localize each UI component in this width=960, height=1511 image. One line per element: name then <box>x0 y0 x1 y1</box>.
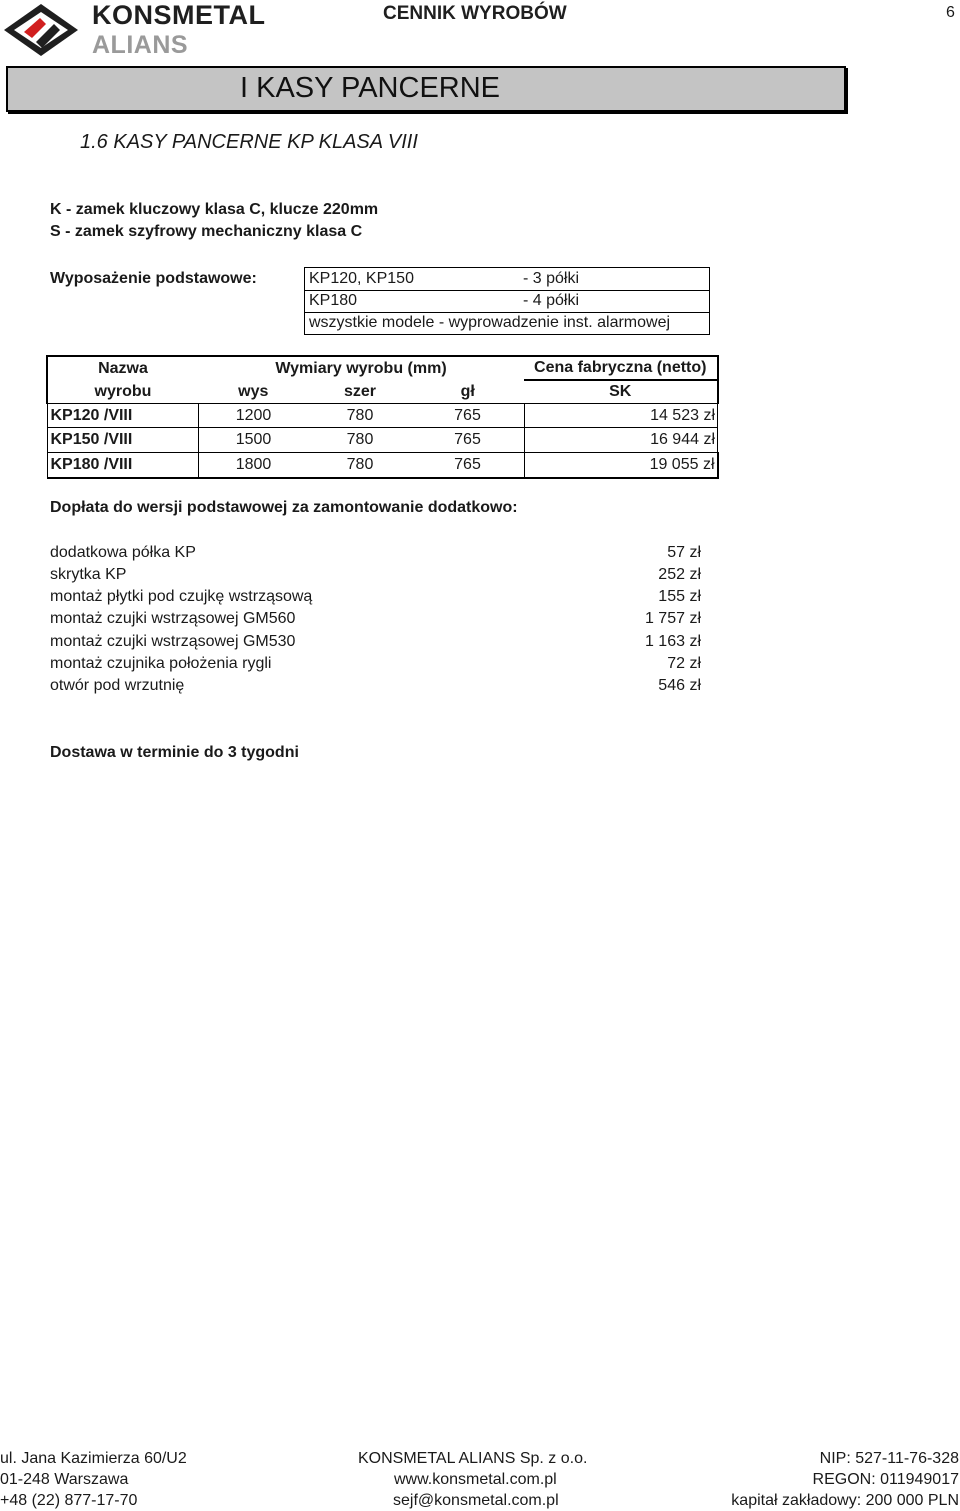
addon-label: montaż płytki pod czujkę wstrząsową <box>50 588 313 605</box>
addon-price: 252 zł <box>658 566 701 583</box>
addon-label: skrytka KP <box>50 566 127 583</box>
equipment-model: wszystkie modele - wyprowadzenie inst. alarmowej <box>309 314 671 331</box>
addon-price: 1 163 zł <box>644 633 701 650</box>
addon-label: montaż czujnika położenia rygli <box>50 655 272 672</box>
footer-nip: NIP: 527-11-76-328 <box>819 1450 959 1467</box>
header-cell: Wymiary wyrobu (mm) <box>275 359 447 377</box>
table-header-row <box>47 380 718 404</box>
dim-szer: 780 <box>346 431 374 448</box>
brand-subname: ALIANS <box>92 31 189 59</box>
addon-label: montaż czujki wstrząsowej GM560 <box>50 610 296 627</box>
addon-label: montaż czujki wstrząsowej GM530 <box>50 633 296 650</box>
header-cell: Nazwa <box>98 359 148 377</box>
header-cell: szer <box>309 380 412 404</box>
addon-price: 72 zł <box>667 655 701 672</box>
footer-company: KONSMETAL ALIANS Sp. z o.o. <box>358 1450 588 1467</box>
dim-wys: 1200 <box>235 406 272 424</box>
header-cell: wyrobu <box>47 380 198 404</box>
product-name: KP180 /VIII <box>47 453 198 478</box>
dim-gl: 765 <box>412 404 525 428</box>
table-row <box>47 428 718 453</box>
page-number: 6 <box>946 4 955 21</box>
footer-address: ul. Jana Kazimierza 60/U2 <box>0 1450 187 1467</box>
dim-gl: 765 <box>412 453 525 478</box>
equipment-label: Wyposażenie podstawowe: <box>50 270 257 287</box>
footer-city: 01-248 Warszawa <box>0 1471 129 1488</box>
footer-capital: kapitał zakładowy: 200 000 PLN <box>731 1492 959 1509</box>
addon-label: otwór pod wrzutnię <box>50 677 185 694</box>
product-price: 14 523 zł <box>650 406 715 424</box>
product-price: 19 055 zł <box>524 453 718 478</box>
product-price: 16 944 zł <box>650 431 715 448</box>
equipment-value: - 3 półki <box>523 270 580 287</box>
footer-regon: REGON: 011949017 <box>812 1471 959 1488</box>
equipment-model: KP120, KP150 <box>309 270 414 287</box>
lock-type-k: K - zamek kluczowy klasa C, klucze 220mm <box>50 201 379 218</box>
brand-name: KONSMETAL <box>92 0 266 30</box>
addon-price: 57 zł <box>667 544 701 561</box>
delivery-note: Dostawa w terminie do 3 tygodni <box>50 744 299 761</box>
equipment-box <box>304 267 710 335</box>
addon-price: 1 757 zł <box>644 610 701 627</box>
addon-label: dodatkowa półka KP <box>50 544 196 561</box>
subsection-title: 1.6 KASY PANCERNE KP KLASA VIII <box>80 131 418 153</box>
section-title: I KASY PANCERNE <box>240 72 501 104</box>
header-cell: Cena fabryczna (netto) <box>534 359 707 376</box>
equipment-model: KP180 <box>309 292 358 309</box>
footer-email: sejf@konsmetal.com.pl <box>393 1492 559 1509</box>
table-header-row <box>47 356 718 380</box>
dim-szer: 780 <box>346 455 374 473</box>
product-price-table <box>46 355 719 479</box>
section-banner <box>6 66 846 112</box>
equipment-value: - 4 półki <box>523 292 580 309</box>
footer-website: www.konsmetal.com.pl <box>394 1471 557 1488</box>
dim-wys: 1500 <box>235 431 272 448</box>
lock-type-s: S - zamek szyfrowy mechaniczny klasa C <box>50 223 363 240</box>
footer-phone: +48 (22) 877-17-70 <box>0 1492 138 1509</box>
product-name: KP120 /VIII <box>47 404 198 428</box>
addon-price: 546 zł <box>658 677 701 694</box>
header-cell: gł <box>412 380 525 404</box>
document-title: CENNIK WYROBÓW <box>383 3 567 24</box>
product-name: KP150 /VIII <box>47 428 198 453</box>
dim-szer: 780 <box>346 406 374 424</box>
table-row <box>47 453 718 478</box>
dim-wys: 1800 <box>235 455 272 473</box>
addon-price: 155 zł <box>658 588 701 605</box>
table-row <box>47 404 718 428</box>
addons-title: Dopłata do wersji podstawowej za zamontowanie dodatkowo: <box>50 499 518 516</box>
header-cell: wys <box>198 380 309 404</box>
company-logo-icon <box>2 2 80 58</box>
dim-gl: 765 <box>412 428 525 453</box>
header-cell: SK <box>524 380 718 404</box>
